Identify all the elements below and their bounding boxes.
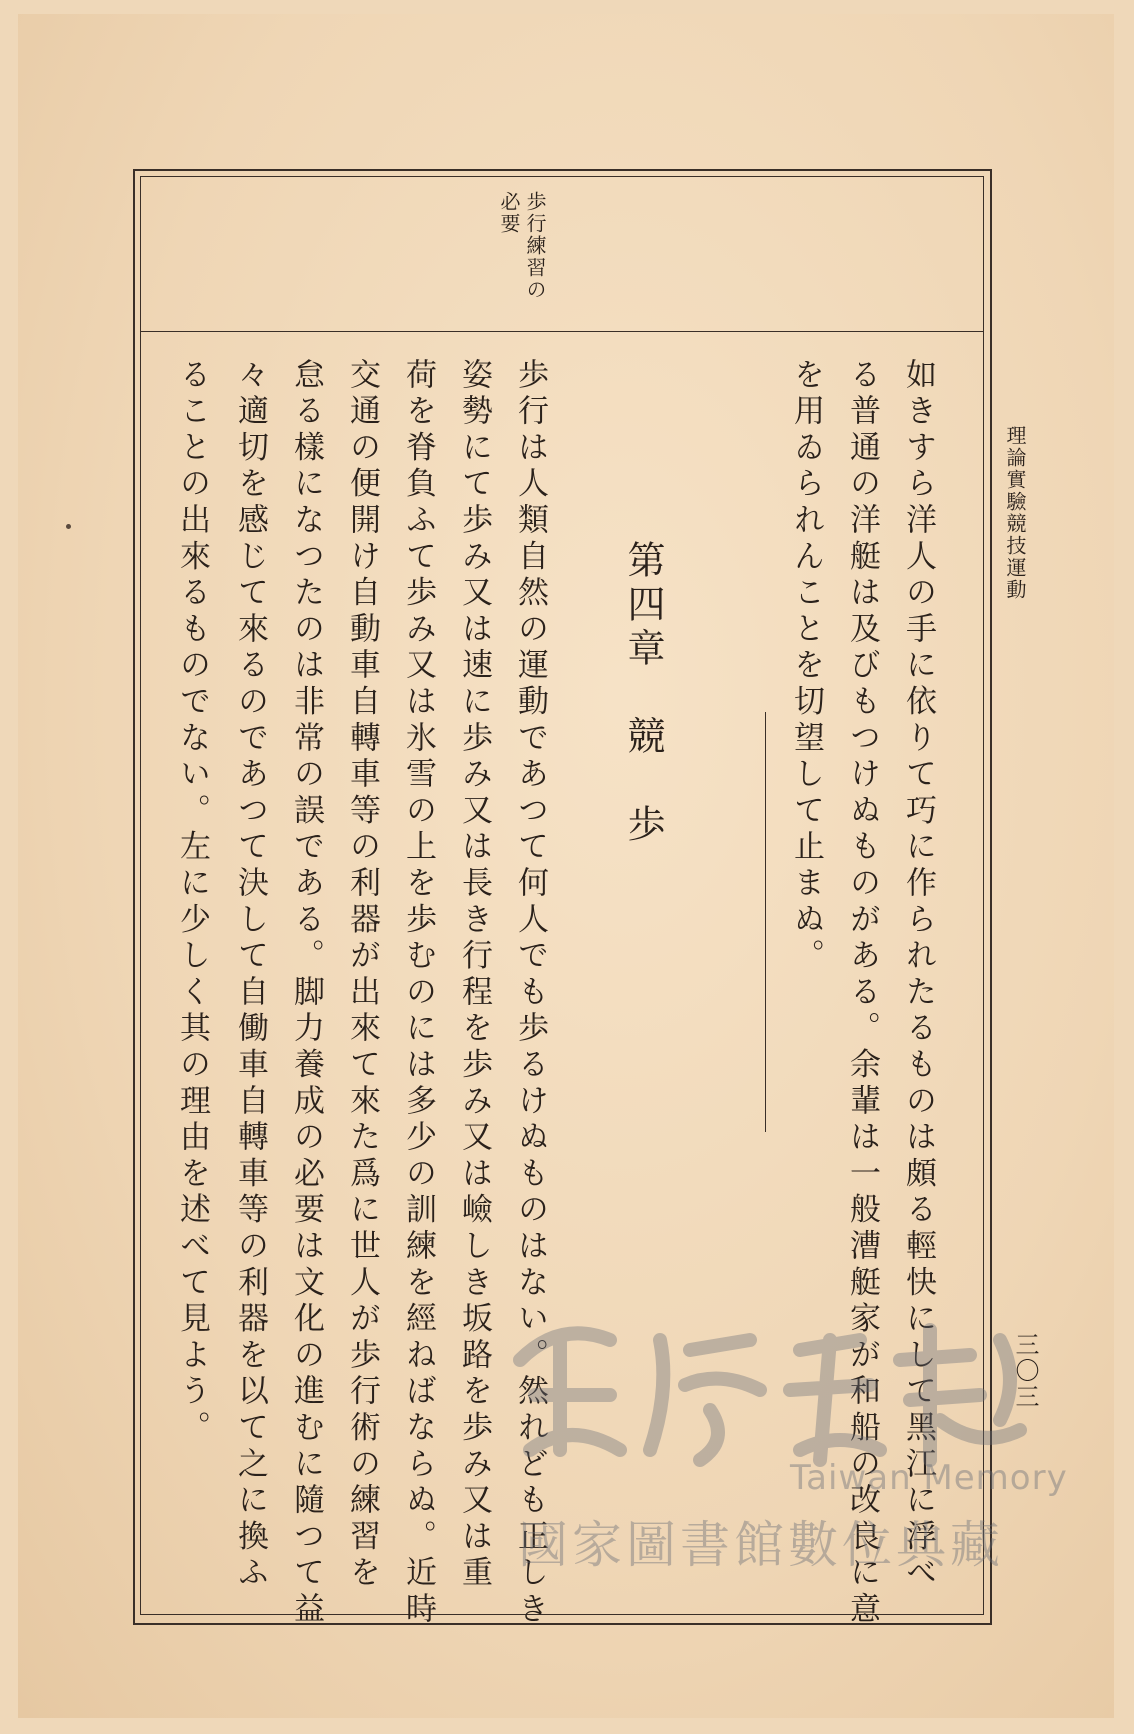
body-line-3: 荷を脊負ふて歩み又は氷雪の上を歩むのには多少の訓練を經ねばならぬ。近時 bbox=[400, 358, 436, 1629]
margin-headnote: 歩行練習の必要 bbox=[497, 191, 547, 301]
body-line-6: 々適切を感じて來るのであつて決して自働車自轉車等の利器を以て之に換ふ bbox=[232, 358, 268, 1593]
body-line-7: ることの出來るものでない。左に少しく其の理由を述べて見よう。 bbox=[174, 358, 210, 1447]
section-divider bbox=[765, 712, 766, 1132]
body-line-2: 姿勢にて歩み又は速に歩み又は長き行程を歩み又は嶮しき坂路を歩み又は重 bbox=[456, 358, 492, 1593]
chapter-title: 第四章 競 歩 bbox=[621, 540, 665, 848]
running-head: 理論實驗競技運動 bbox=[1003, 425, 1027, 601]
prev-section-line-2: る普通の洋艇は及びもつけぬものがある。余輩は一般漕艇家が和船の改良に意 bbox=[844, 358, 880, 1629]
ink-speck bbox=[66, 524, 71, 529]
body-line-5: 怠る樣になつたのは非常の誤である。脚力養成の必要は文化の進むに隨つて益 bbox=[288, 358, 324, 1629]
body-line-1: 歩行は人類自然の運動であつて何人でも歩るけぬものはない。然れども正しき bbox=[512, 358, 548, 1629]
body-line-4: 交通の便開け自動車自轉車等の利器が出來て來た爲に世人が歩行術の練習を bbox=[344, 358, 380, 1593]
header-rule bbox=[140, 331, 983, 332]
watermark-chinese: 國家圖書館數位典藏 bbox=[518, 1516, 1004, 1574]
page-number: 三〇三 bbox=[1011, 1332, 1039, 1410]
prev-section-line-3: を用ゐられんことを切望して止まぬ。 bbox=[788, 358, 824, 976]
watermark-english: Taiwan Memory bbox=[790, 1458, 1068, 1498]
prev-section-line-1: 如きすら洋人の手に依りて巧に作られたるものは頗る輕快にして黑江に浮べ bbox=[900, 358, 936, 1593]
